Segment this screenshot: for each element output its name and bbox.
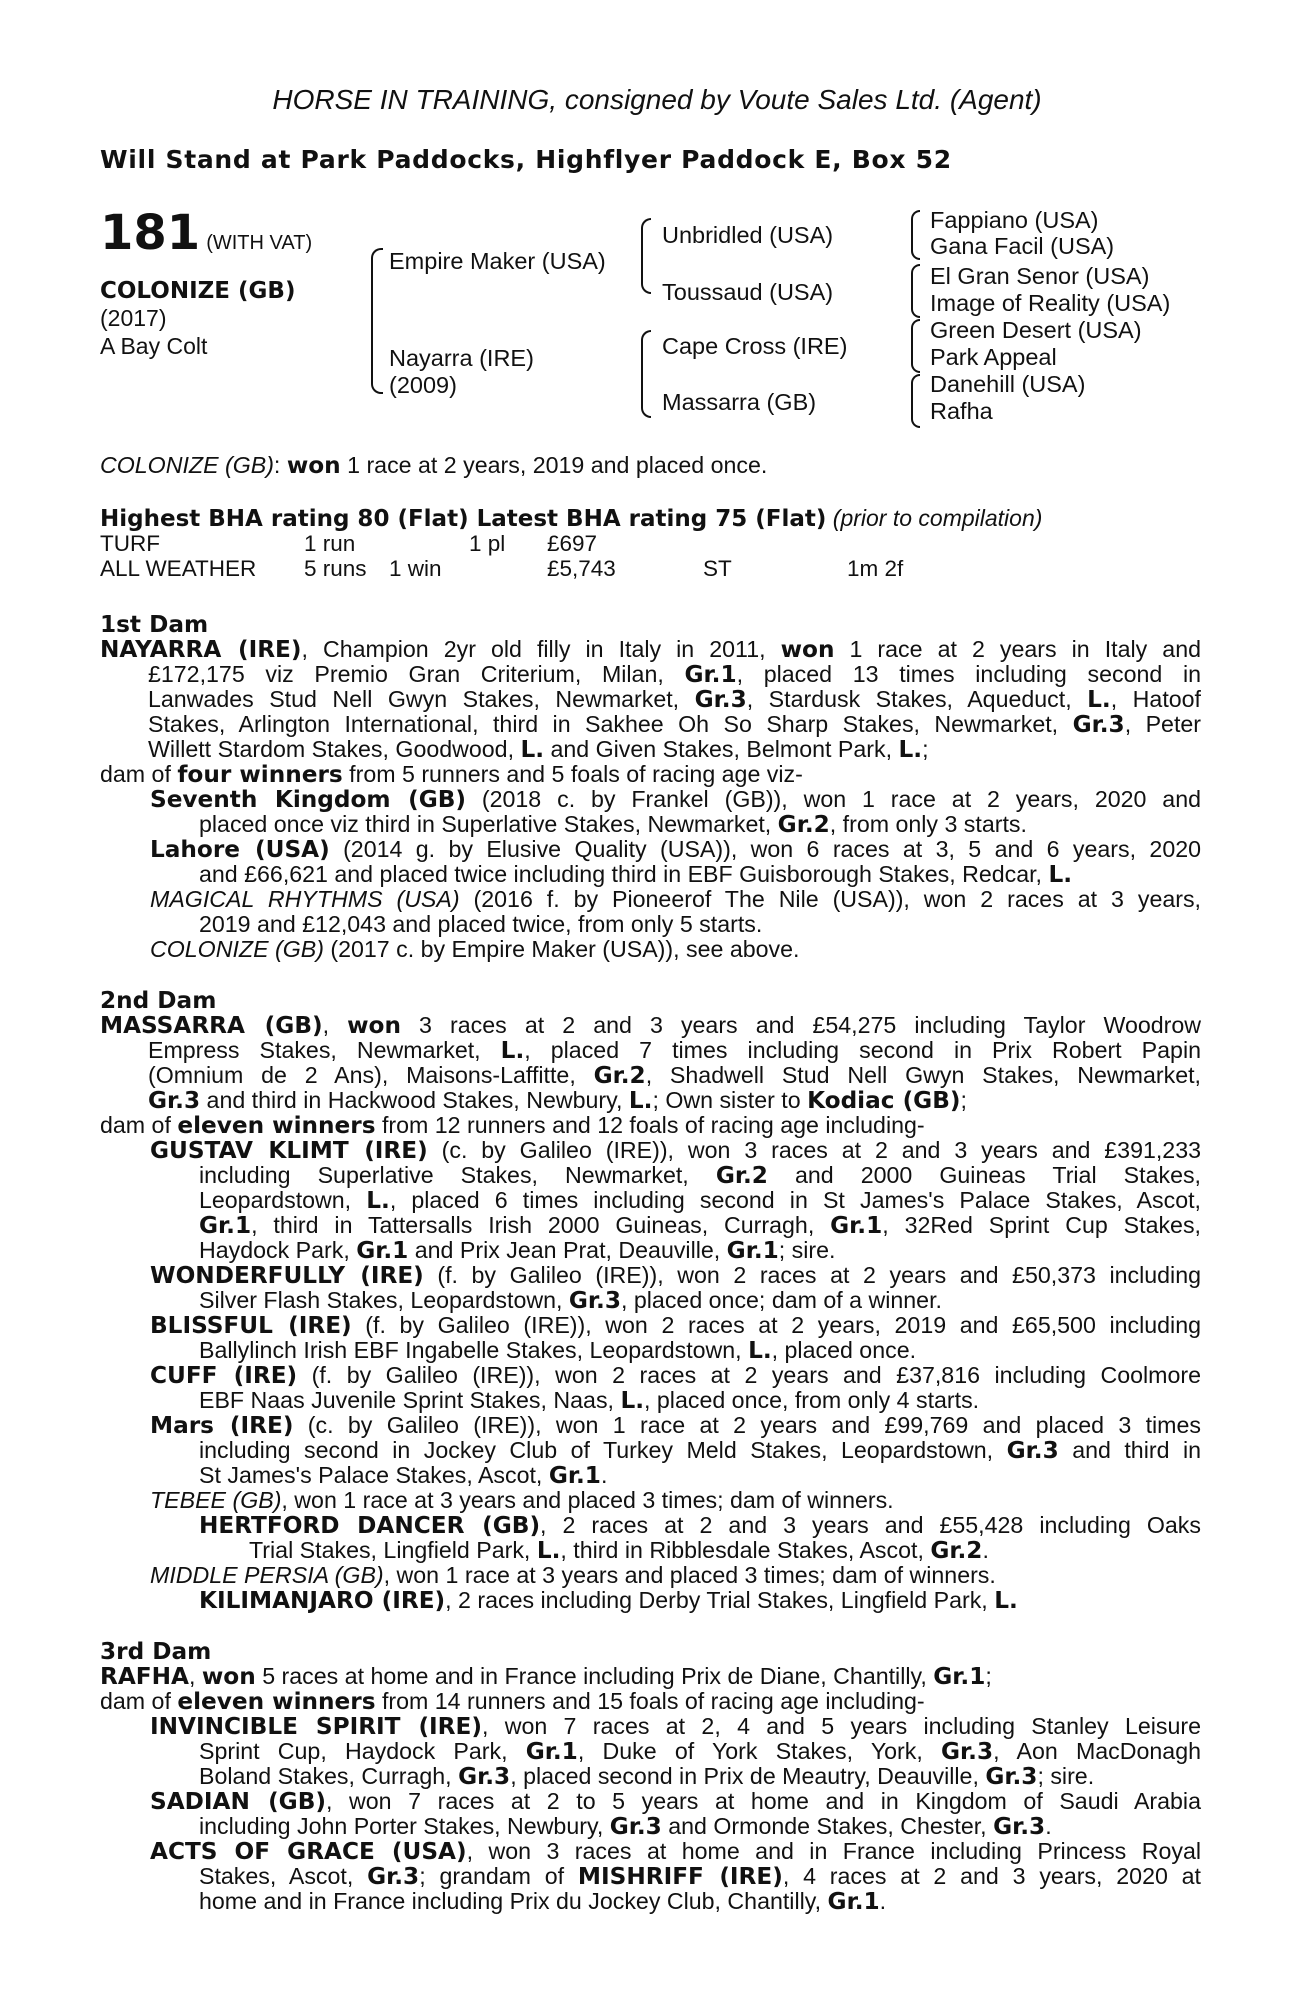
italic-text: MIDDLE PERSIA (GB)	[150, 1562, 384, 1588]
text: and third in	[1058, 1437, 1201, 1463]
bold-text: WONDERFULLY (IRE)	[150, 1262, 424, 1289]
text: and third in Hackwood Stakes, Newbury,	[200, 1087, 629, 1113]
text: , placed second in Prix de Meautry, Deauville,	[510, 1763, 986, 1789]
bold-text: Kodiac (GB)	[807, 1087, 961, 1114]
bold-text: 1st Dam	[100, 611, 209, 638]
bold-text: L.	[620, 1387, 645, 1414]
text: including John Porter Stakes, Newbury,	[199, 1813, 610, 1839]
text: ; sire.	[1037, 1763, 1095, 1789]
pedigree-brace-sire	[641, 218, 651, 294]
family-line	[148, 1063, 1201, 1088]
text: and Prix Jean Prat, Deauville,	[408, 1237, 727, 1263]
bold-text: L.	[1087, 686, 1111, 713]
text: .	[879, 1888, 887, 1914]
text: and Given Stakes, Belmont Park,	[544, 736, 899, 762]
pedigree-brace-3b	[911, 264, 920, 318]
text: .	[600, 1462, 608, 1488]
text: and Ormonde Stakes, Chester,	[661, 1813, 994, 1839]
family-line	[150, 787, 1201, 812]
family-line	[199, 1163, 1201, 1188]
text: , Champion 2yr old filly in Italy in 2011,	[301, 636, 781, 662]
bold-text: L.	[1048, 861, 1073, 888]
bold-text: Gr.3	[993, 1813, 1046, 1840]
bold-text: Gr.1	[199, 1212, 252, 1239]
text: .	[982, 1537, 989, 1563]
family-line	[148, 712, 1201, 737]
bold-text: BLISSFUL (IRE)	[150, 1312, 352, 1339]
lot-number	[100, 205, 313, 268]
family-line	[199, 862, 1072, 887]
record-aw-track: ST	[703, 556, 732, 581]
family-line	[199, 1213, 1201, 1238]
bold-text: Seventh Kingdom (GB)	[150, 786, 467, 813]
text: , Aon MacDonagh	[993, 1738, 1201, 1764]
text: , 2 races at 2 and 3 years and £55,428 including Oaks	[540, 1512, 1201, 1538]
bold-text: NAYARRA (IRE)	[100, 636, 302, 663]
pedigree-brace-3a	[911, 210, 920, 260]
bold-text: won	[780, 636, 835, 663]
pedigree-dam-year: (2009)	[389, 372, 457, 398]
family-line	[199, 1588, 1018, 1613]
text: ; grandam of	[419, 1863, 578, 1889]
lot-number-value: 181	[100, 205, 201, 261]
text: (f. by Galileo (IRE)), won 2 races at 2 years and £37,816 including Coolmore	[297, 1362, 1201, 1388]
text: Sprint Cup, Haydock Park,	[199, 1738, 526, 1764]
bold-text: Gr.1	[830, 1212, 883, 1239]
bold-text: Gr.1	[726, 1237, 779, 1264]
text: home and in France including Prix du Jockey Club, Chantilly,	[199, 1888, 828, 1914]
pedigree-gen3-item: Danehill (USA)	[930, 371, 1086, 397]
bold-text: Gr.3	[458, 1763, 511, 1790]
bold-text: Gr.3	[609, 1813, 662, 1840]
family-line	[199, 1864, 1201, 1889]
family-line	[148, 737, 929, 762]
family-line	[150, 1714, 1201, 1739]
family-line	[199, 1238, 835, 1263]
text: £172,175 viz Premio Gran Criterium, Milan,	[148, 661, 685, 687]
pedigree-gen3-item: Fappiano (USA)	[930, 207, 1099, 233]
pedigree-gen3-item: Gana Facil (USA)	[930, 233, 1115, 259]
bold-text: Gr.3	[568, 1287, 621, 1314]
bold-text: Gr.1	[525, 1738, 578, 1765]
bold-text: won	[201, 1663, 256, 1690]
record-turf-wins: 1 pl	[469, 531, 506, 556]
bold-text: Gr.3	[1072, 711, 1125, 738]
family-line	[100, 637, 1201, 662]
text: ,	[322, 1012, 348, 1038]
family-line	[100, 1013, 1201, 1038]
text: , placed once.	[771, 1337, 917, 1363]
bold-text: ACTS OF GRACE (USA)	[150, 1838, 467, 1865]
text: , third in Tattersalls Irish 2000 Guineas, Curragh,	[251, 1212, 831, 1238]
text: ; sire.	[778, 1237, 836, 1263]
text: Trial Stakes, Lingfield Park,	[249, 1537, 537, 1563]
record-aw-distance: 1m 2f	[847, 556, 904, 581]
family-line	[150, 1839, 1201, 1864]
bold-text: Gr.3	[694, 686, 747, 713]
text: ; Own sister to	[652, 1087, 808, 1113]
text: , Shadwell Stud Nell Gwyn Stakes, Newmarket,	[645, 1062, 1201, 1088]
bold-text: four winners	[177, 761, 343, 788]
pedigree-gen3-item: Image of Reality (USA)	[930, 290, 1171, 316]
family-line	[100, 1113, 925, 1138]
bold-text: Gr.1	[356, 1237, 409, 1264]
text: 3 races at 2 and 3 years and £54,275 including Taylor Woodrow	[400, 1012, 1202, 1038]
bold-text: Gr.1	[548, 1462, 601, 1489]
text: from 12 runners and 12 foals of racing age including-	[375, 1112, 925, 1138]
pedigree-dam: Nayarra (IRE)	[389, 345, 534, 371]
record-aw-prize: £5,743	[547, 556, 616, 581]
family-line	[199, 1388, 979, 1413]
pedigree-dam-sire: Cape Cross (IRE)	[662, 333, 848, 359]
bold-text: eleven winners	[177, 1688, 376, 1715]
bold-text: L.	[536, 1537, 561, 1564]
family-line	[199, 1814, 1052, 1839]
bold-text: SADIAN (GB)	[150, 1788, 326, 1815]
family-line	[199, 1764, 1094, 1789]
record-aw-surface: ALL WEATHER	[100, 556, 257, 581]
text: , 32Red Sprint Cup Stakes,	[882, 1212, 1201, 1238]
text: , placed 7 times including second in Prix Robert Papin	[524, 1037, 1201, 1063]
text: , won 1 race at 3 years and placed 3 times; dam of winners.	[383, 1562, 996, 1588]
bold-text: MISHRIFF (IRE)	[577, 1863, 783, 1890]
bold-text: Gr.3	[148, 1087, 201, 1114]
text: , Hatoof	[1110, 686, 1201, 712]
family-line	[150, 1488, 894, 1513]
bold-text: Gr.2	[715, 1162, 768, 1189]
text: 1 race at 2 years in Italy and	[834, 636, 1201, 662]
family-line	[150, 837, 1201, 862]
text: including second in Jockey Club of Turkey Meld Stakes, Leopardstown,	[199, 1437, 1007, 1463]
bold-text: GUSTAV KLIMT (IRE)	[150, 1137, 428, 1164]
summary-horse: COLONIZE (GB)	[100, 452, 274, 478]
stand-location: Will Stand at Park Paddocks, Highflyer Paddock E, Box 52	[100, 145, 952, 174]
family-line	[199, 1513, 1201, 1538]
text: , won 7 races at 2, 4 and 5 years including Stanley Leisure	[481, 1713, 1202, 1739]
pedigree-gen3-item: El Gran Senor (USA)	[930, 263, 1150, 289]
bold-text: Lahore (USA)	[150, 836, 330, 863]
text: Ballylinch Irish EBF Ingabelle Stakes, Leopardstown,	[199, 1337, 749, 1363]
pedigree-dam-dam: Massarra (GB)	[662, 389, 817, 415]
pedigree-brace-gen1	[371, 248, 383, 394]
record-turf-prize: £697	[547, 531, 598, 556]
text: (2014 g. by Elusive Quality (USA)), won 6 races at 3, 5 and 6 years, 2020	[329, 836, 1202, 862]
race-summary	[100, 452, 767, 479]
record-aw-runs: 5 runs	[304, 556, 367, 581]
bold-text: INVINCIBLE SPIRIT (IRE)	[150, 1713, 482, 1740]
text: (c. by Galileo (IRE)), won 3 races at 2 and 3 years and £391,233	[427, 1137, 1201, 1163]
italic-text: COLONIZE (GB)	[150, 936, 324, 962]
text: , Stardusk Stakes, Aqueduct,	[746, 686, 1088, 712]
family-line	[150, 1263, 1201, 1288]
text: Silver Flash Stakes, Leopardstown,	[199, 1287, 569, 1313]
pedigree-sire-dam: Toussaud (USA)	[662, 279, 834, 305]
family-line	[150, 1363, 1201, 1388]
family-line	[150, 1313, 1201, 1338]
bold-text: MASSARRA (GB)	[100, 1012, 323, 1039]
text: and £66,621 and placed twice including third in EBF Guisborough Stakes, Redcar,	[199, 861, 1049, 887]
bold-text: Gr.3	[367, 1863, 420, 1890]
family-line	[100, 1689, 925, 1714]
horse-name: COLONIZE (GB)	[100, 278, 296, 304]
text: ;	[960, 1087, 967, 1113]
text: .	[1045, 1813, 1052, 1839]
text: Lanwades Stud Nell Gwyn Stakes, Newmarket,	[148, 686, 695, 712]
bha-rating-note: (prior to compilation)	[832, 505, 1043, 531]
bold-text: CUFF (IRE)	[150, 1362, 298, 1389]
bold-text: RAFHA	[100, 1663, 189, 1690]
text: 5 races at home and in France including Prix de Diane, Chantilly,	[255, 1663, 934, 1689]
text: from 5 runners and 5 foals of racing age viz-	[342, 761, 803, 787]
text: dam of	[100, 1688, 178, 1714]
text: EBF Naas Juvenile Sprint Stakes, Naas,	[199, 1387, 621, 1413]
text: and 2000 Guineas Trial Stakes,	[767, 1162, 1202, 1188]
section-heading	[100, 988, 216, 1013]
bold-text: 2nd Dam	[100, 987, 217, 1014]
text: , won 1 race at 3 years and placed 3 times; dam of winners.	[281, 1487, 894, 1513]
bold-text: Gr.2	[593, 1062, 646, 1089]
family-line	[100, 762, 803, 787]
record-turf-runs: 1 run	[304, 531, 356, 556]
family-line	[199, 1889, 886, 1914]
family-line	[150, 1563, 996, 1588]
family-line	[150, 1413, 1201, 1438]
bha-rating	[100, 505, 1042, 532]
section-heading	[100, 1639, 211, 1664]
text: dam of	[100, 1112, 178, 1138]
text: (f. by Galileo (IRE)), won 2 races at 2 years, 2019 and £65,500 including	[351, 1312, 1201, 1338]
summary-text: 1 race at 2 years, 2019 and placed once.	[340, 452, 768, 478]
family-line	[150, 1789, 1201, 1814]
record-turf-surface: TURF	[100, 531, 160, 556]
italic-text: TEBEE (GB)	[150, 1487, 282, 1513]
page-title: HORSE IN TRAINING, consigned by Voute Sales Ltd. (Agent)	[272, 84, 1042, 115]
family-line	[199, 1739, 1201, 1764]
text: (2017 c. by Empire Maker (USA)), see above.	[323, 936, 800, 962]
text: , won 7 races at 2 to 5 years at home and in Kingdom of Saudi Arabia	[325, 1788, 1201, 1814]
bold-text: Gr.2	[930, 1537, 983, 1564]
text: (2016 f. by Pioneerof The Nile (USA)), won 2 races at 3 years,	[459, 886, 1201, 912]
bold-text: L.	[520, 736, 545, 763]
text: , 2 races including Derby Trial Stakes, Lingfield Park,	[445, 1587, 995, 1613]
vat-label: (WITH VAT)	[206, 232, 313, 254]
family-line	[148, 1088, 967, 1113]
summary-won: won	[286, 452, 341, 479]
bold-text: eleven winners	[177, 1112, 376, 1139]
text: Haydock Park,	[199, 1237, 357, 1263]
family-line	[150, 887, 1201, 912]
pedigree-sire-sire: Unbridled (USA)	[662, 222, 834, 248]
text: , placed 6 times including second in St James's Palace Stakes, Ascot,	[389, 1187, 1201, 1213]
family-line	[148, 1038, 1201, 1063]
bold-text: 3rd Dam	[100, 1638, 212, 1665]
bold-text: L.	[500, 1037, 525, 1064]
text: ;	[922, 736, 929, 762]
text: Stakes, Arlington International, third in Sakhee Oh So Sharp Stakes, Newmarket,	[148, 711, 1073, 737]
bold-text: L.	[366, 1187, 390, 1214]
text: (c. by Galileo (IRE)), won 1 race at 2 years and £99,769 and placed 3 times	[293, 1412, 1201, 1438]
text: dam of	[100, 761, 178, 787]
family-line	[199, 1288, 942, 1313]
bold-text: KILIMANJARO (IRE)	[199, 1587, 446, 1614]
family-line	[148, 687, 1201, 712]
text: (Omnium de 2 Ans), Maisons-Laffitte,	[148, 1062, 594, 1088]
text: , placed once, from only 4 starts.	[644, 1387, 980, 1413]
family-line	[150, 937, 799, 962]
text: St James's Palace Stakes, Ascot,	[199, 1462, 549, 1488]
bold-text: Gr.3	[1006, 1437, 1059, 1464]
summary-sep: :	[273, 452, 287, 478]
pedigree-gen3-item: Rafha	[930, 398, 993, 424]
text: placed once viz third in Superlative Stakes, Newmarket,	[199, 811, 778, 837]
pedigree-brace-3c	[911, 319, 920, 373]
text: Empress Stakes, Newmarket,	[148, 1037, 501, 1063]
text: , placed 13 times including second in	[736, 661, 1201, 687]
family-line	[199, 912, 762, 937]
family-line	[100, 1664, 992, 1689]
text: , placed once; dam of a winner.	[621, 1287, 942, 1313]
text: Boland Stakes, Curragh,	[199, 1763, 459, 1789]
bold-text: L.	[898, 736, 923, 763]
pedigree-brace-3d	[911, 374, 920, 428]
text: , Peter	[1124, 711, 1202, 737]
family-line	[199, 1188, 1201, 1213]
pedigree-gen3-item: Green Desert (USA)	[930, 317, 1142, 343]
family-line	[199, 1338, 916, 1363]
horse-description: A Bay Colt	[100, 333, 208, 359]
bold-text: Gr.3	[985, 1763, 1038, 1790]
text: , third in Ribblesdale Stakes, Ascot,	[560, 1537, 931, 1563]
text: , from only 3 starts.	[829, 811, 1027, 837]
text: (2018 c. by Frankel (GB)), won 1 race at 2 years, 2020 and	[466, 786, 1201, 812]
bold-text: L.	[748, 1337, 772, 1364]
family-line	[249, 1538, 989, 1563]
bha-rating-text: Highest BHA rating 80 (Flat) Latest BHA rating 75 (Flat)	[100, 506, 827, 532]
bold-text: L.	[628, 1087, 653, 1114]
text: , Duke of York Stakes, York,	[577, 1738, 942, 1764]
text: Leopardstown,	[199, 1187, 367, 1213]
family-line	[199, 1438, 1201, 1463]
family-line	[150, 1138, 1201, 1163]
family-line	[199, 1463, 607, 1488]
bold-text: Gr.1	[933, 1663, 986, 1690]
bold-text: won	[347, 1012, 401, 1039]
foaling-year: (2017)	[100, 305, 167, 331]
record-aw-wins: 1 win	[389, 556, 442, 581]
bold-text: L.	[994, 1587, 1018, 1614]
text: Willett Stardom Stakes, Goodwood,	[148, 736, 521, 762]
text: ;	[985, 1663, 992, 1689]
bold-text: HERTFORD DANCER (GB)	[199, 1512, 541, 1539]
text: from 14 runners and 15 foals of racing age including-	[375, 1688, 925, 1714]
pedigree-brace-dam	[641, 330, 651, 418]
text: , won 3 races at home and in France including Princess Royal	[466, 1838, 1202, 1864]
bold-text: Gr.2	[777, 811, 830, 838]
family-line	[148, 662, 1201, 687]
pedigree-gen3-item: Park Appeal	[930, 344, 1057, 370]
text: Stakes, Ascot,	[199, 1863, 368, 1889]
bold-text: Gr.1	[827, 1888, 880, 1915]
pedigree-sire: Empire Maker (USA)	[389, 248, 606, 274]
bold-text: Mars (IRE)	[150, 1412, 294, 1439]
section-heading	[100, 612, 208, 637]
text: 2019 and £12,043 and placed twice, from only 5 starts.	[199, 911, 763, 937]
italic-text: MAGICAL RHYTHMS (USA)	[150, 886, 460, 912]
text: , 4 races at 2 and 3 years, 2020 at	[782, 1863, 1201, 1889]
bold-text: Gr.3	[941, 1738, 994, 1765]
text: including Superlative Stakes, Newmarket,	[199, 1162, 716, 1188]
text: (f. by Galileo (IRE)), won 2 races at 2 years and £50,373 including	[423, 1262, 1201, 1288]
bold-text: Gr.1	[684, 661, 737, 688]
text: ,	[189, 1663, 202, 1689]
family-line	[199, 812, 1027, 837]
